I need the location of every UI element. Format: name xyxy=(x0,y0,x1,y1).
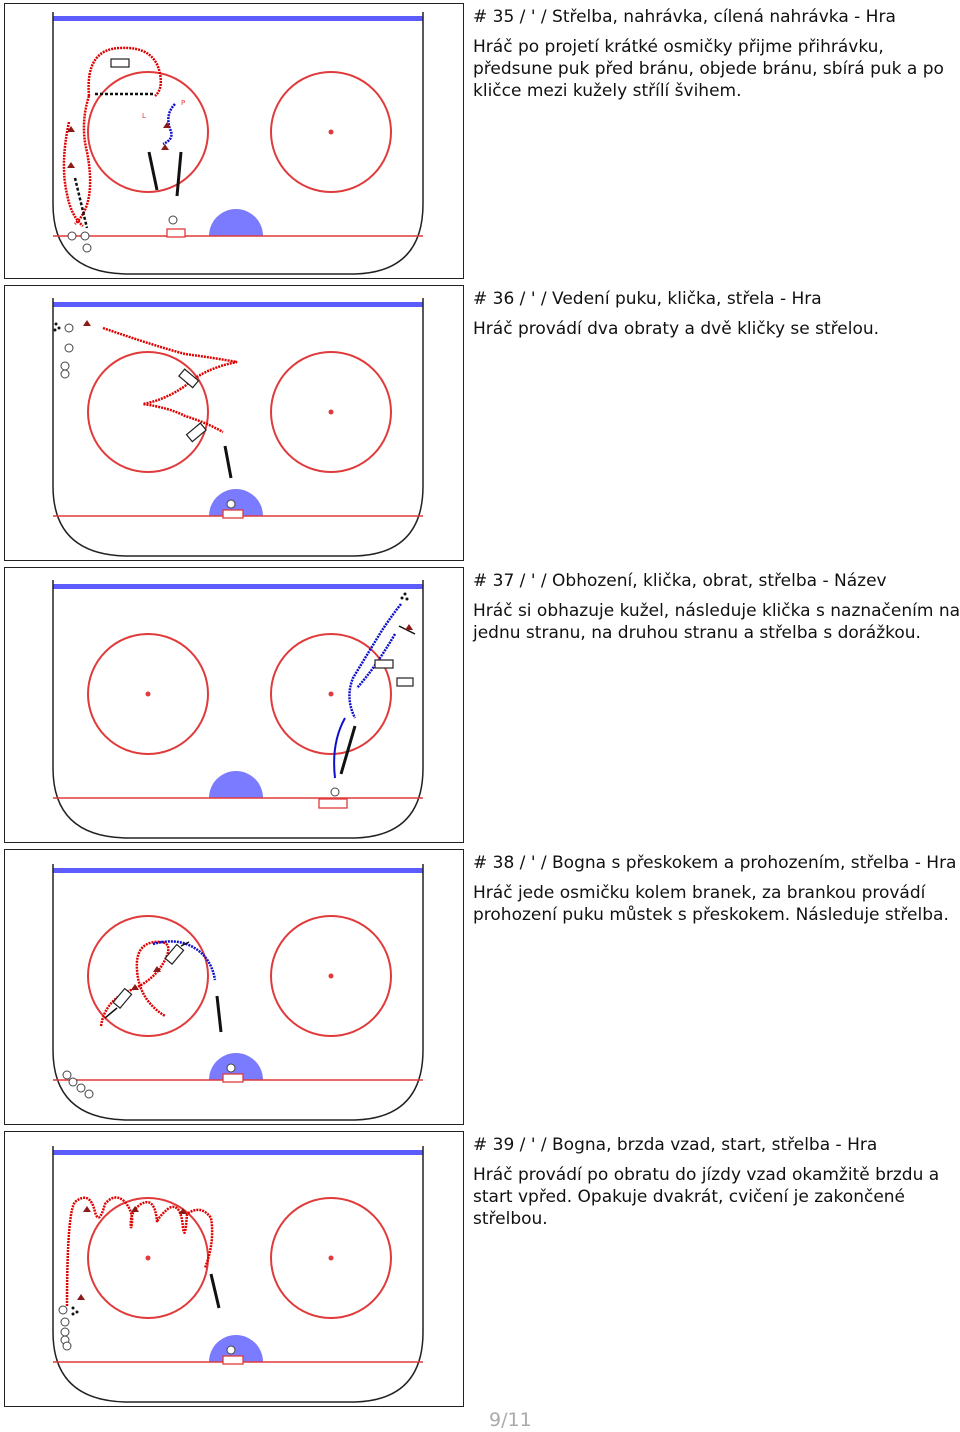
rink-diagram xyxy=(5,286,465,562)
drill-title: # 36 / ' / Vedení puku, klička, střela - Hra xyxy=(473,289,822,309)
rink-diagram xyxy=(5,850,465,1126)
drill-diagram xyxy=(4,1131,464,1407)
drill-text xyxy=(473,849,960,926)
drill-35 xyxy=(4,3,960,281)
drill-description: Hráč jede osmičku kolem branek, za brankou provádí prohození puku můstek s přeskokem. Následuje střelba. xyxy=(473,883,949,925)
drill-title: # 38 / ' / Bogna s přeskokem a prohozením, střelba - Hra xyxy=(473,853,957,873)
drill-38 xyxy=(4,849,960,1127)
drill-diagram xyxy=(4,285,464,561)
drill-title: # 37 / ' / Obhození, klička, obrat, střelba - Název xyxy=(473,571,887,591)
drill-description: Hráč si obhazuje kužel, následuje klička s naznačením na jednu stranu, na druhou stranu a střelba s dorážkou. xyxy=(473,601,960,643)
drill-title: # 39 / ' / Bogna, brzda vzad, start, střelba - Hra xyxy=(473,1135,878,1155)
drill-description: Hráč po projetí krátké osmičky přijme přihrávku, předsune puk před bránu, objede bránu, sbírá puk a po kličce mezi kužely střílí švihem. xyxy=(473,37,944,101)
drill-text xyxy=(473,3,960,102)
page-number: 9/11 xyxy=(489,1409,532,1431)
drill-39 xyxy=(4,1131,960,1409)
svg-text:P: P xyxy=(181,99,186,107)
rink-diagram xyxy=(5,568,465,844)
drill-title: # 35 / ' / Střelba, nahrávka, cílená nahrávka - Hra xyxy=(473,7,896,27)
drill-diagram xyxy=(4,3,464,279)
drill-diagram xyxy=(4,567,464,843)
drill-text xyxy=(473,567,960,644)
svg-text:L: L xyxy=(142,112,146,120)
drill-37 xyxy=(4,567,960,845)
drill-text xyxy=(473,1131,960,1230)
drill-diagram xyxy=(4,849,464,1125)
drill-description: Hráč provádí dva obraty a dvě kličky se střelou. xyxy=(473,319,880,339)
rink-diagram xyxy=(5,4,465,280)
drill-description: Hráč provádí po obratu do jízdy vzad okamžitě brzdu a start vpřed. Opakuje dvakrát, cvičení je zakončené střelbou. xyxy=(473,1165,940,1229)
drill-text xyxy=(473,285,960,340)
rink-diagram xyxy=(5,1132,465,1408)
drill-36 xyxy=(4,285,960,563)
